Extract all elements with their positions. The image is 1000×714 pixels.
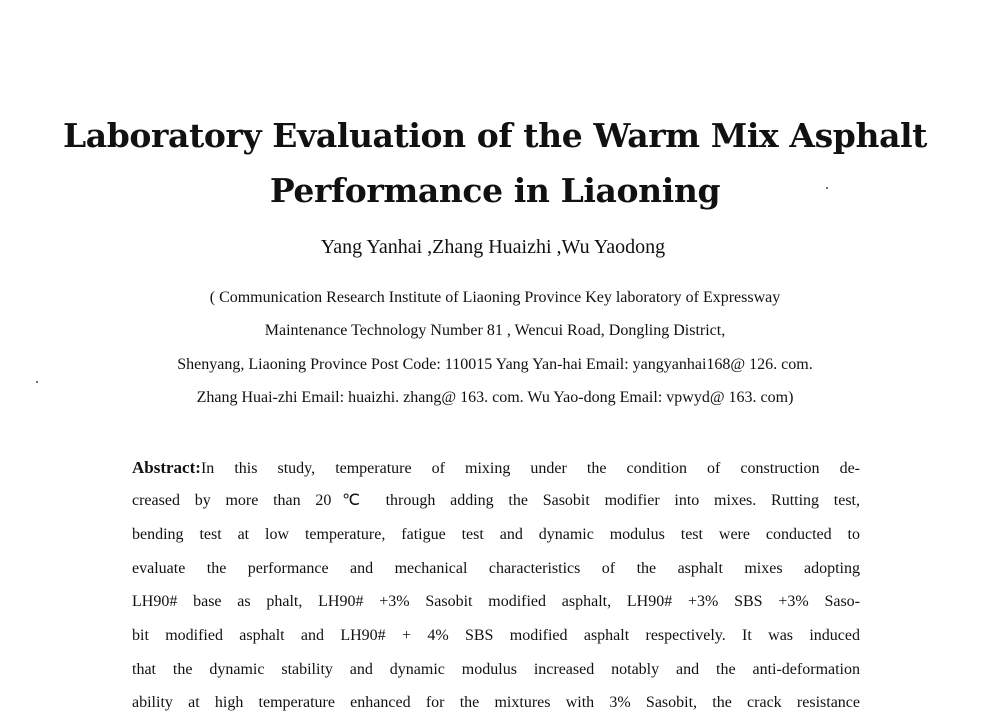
abstract-line-2: creased by more than 20℃ through adding the Sasobit modifier into mixes. Rutting test, [132, 492, 860, 509]
abstract-separator: : [195, 458, 201, 477]
abstract-line-5: LH90# base as phalt, LH90# +3% Sasobit modified asphalt, LH90# +3% SBS +3% Saso- [132, 593, 860, 610]
abstract-line-1 [132, 459, 860, 477]
abstract-text-line-1: In this study, temperature of mixing under the condition of construction de- [200, 460, 860, 477]
affiliation-line-4: Zhang Huai-zhi Email: huaizhi. zhang@ 163. com. Wu Yao-dong Email: vpwyd@ 163. com) [196, 389, 794, 406]
abstract-line-3: bending test at low temperature, fatigue test and dynamic modulus test were conducted to [132, 526, 860, 543]
affiliation-line-3: Shenyang, Liaoning Province Post Code: 110015 Yang Yan-hai Email: yangyanhai168@ 126. com. [177, 356, 813, 373]
paper-authors: Yang Yanhai ,Zhang Huaizhi ,Wu Yaodong [320, 236, 666, 258]
abstract-label: Abstract [132, 458, 196, 477]
paper-title-line-1: Laboratory Evaluation of the Warm Mix Asphalt [62, 116, 928, 155]
paper-title-line-2: Performance in Liaoning [269, 171, 721, 210]
abstract-line-4: evaluate the performance and mechanical characteristics of the asphalt mixes adopting [132, 560, 860, 577]
scan-speck [36, 381, 38, 383]
affiliation-line-2: Maintenance Technology Number 81 , Wencui Road, Dongling District, [264, 322, 726, 339]
affiliation-line-1: ( Communication Research Institute of Liaoning Province Key laboratory of Expressway [209, 289, 781, 306]
abstract-line-8: ability at high temperature enhanced for the mixtures with 3% Sasobit, the crack resistance [132, 694, 860, 711]
abstract-line-7: that the dynamic stability and dynamic modulus increased notably and the anti-deformation [132, 661, 860, 678]
abstract-line-6: bit modified asphalt and LH90# + 4% SBS modified asphalt respectively. It was induced [132, 627, 860, 644]
scan-speck [826, 187, 828, 189]
